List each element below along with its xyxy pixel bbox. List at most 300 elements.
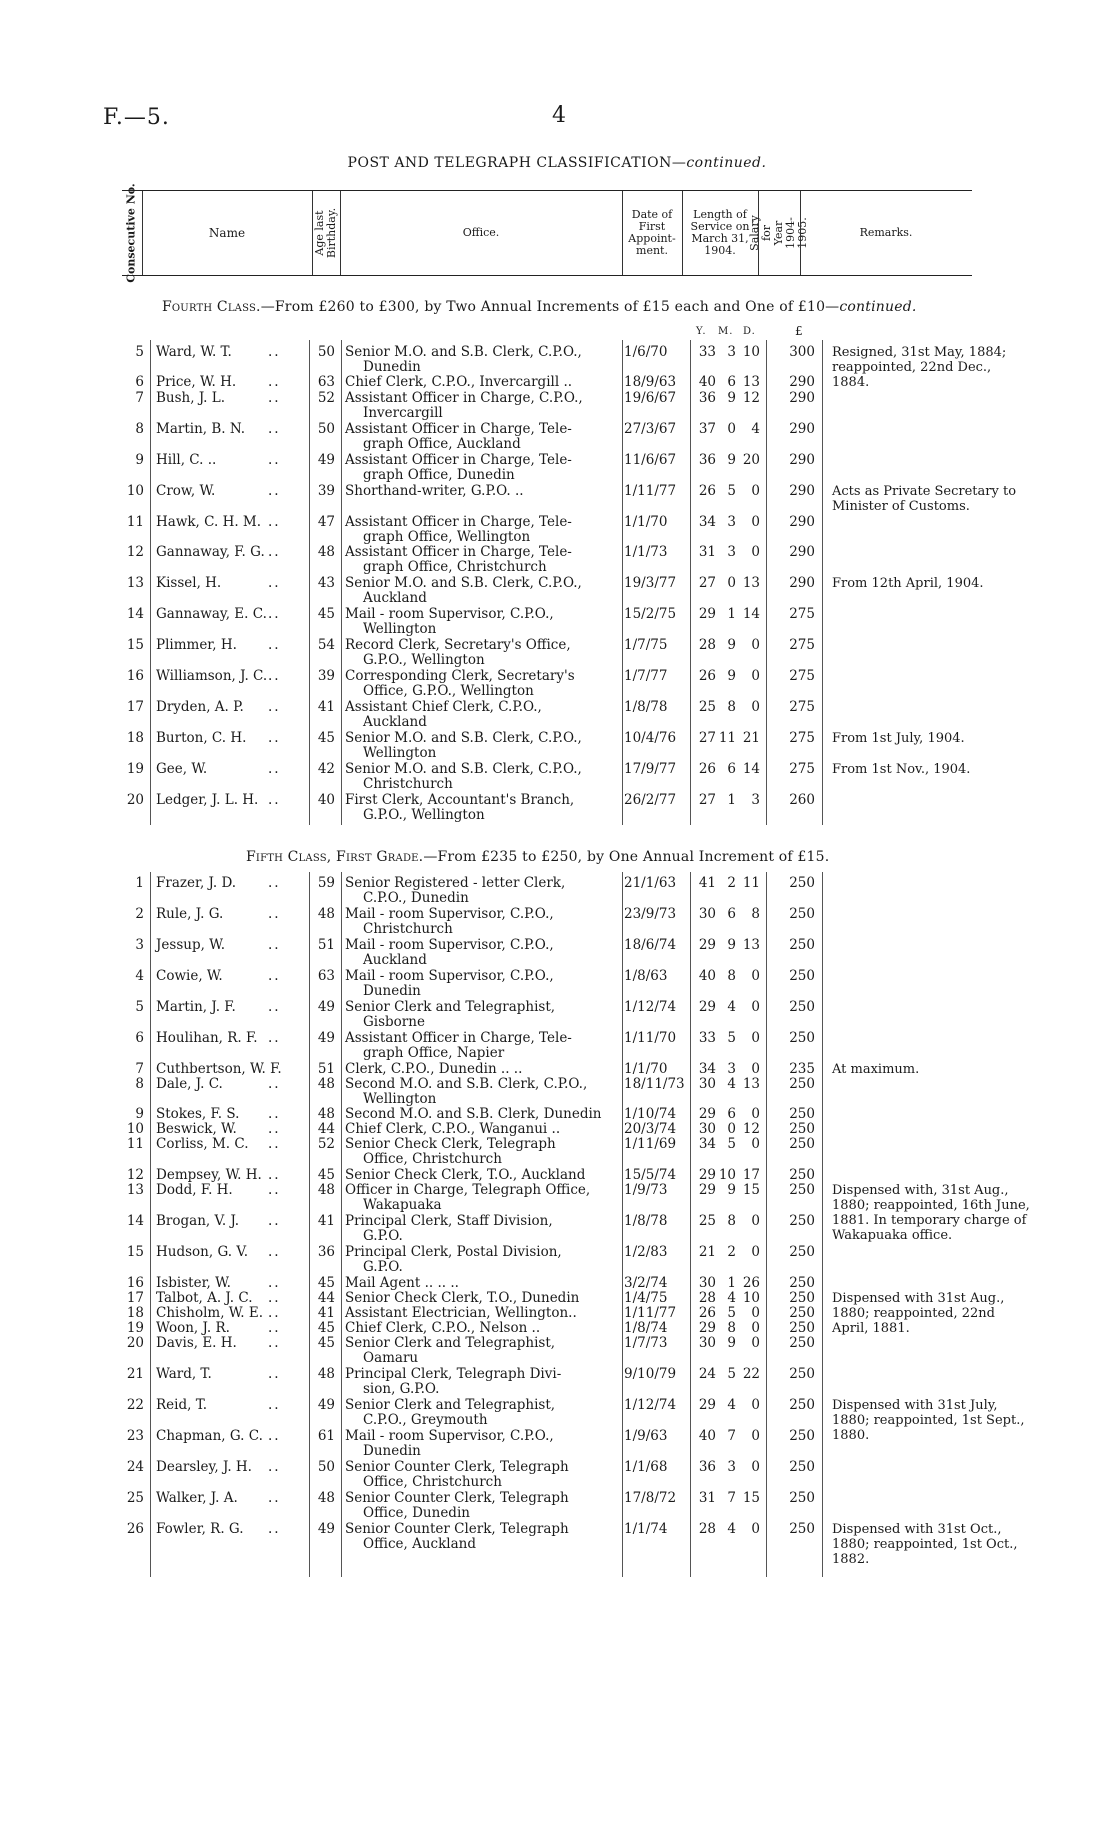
row-date: 1/10/74 <box>624 1106 677 1122</box>
row-years: 36 <box>698 452 716 468</box>
row-days: 0 <box>751 1244 760 1260</box>
column-rule <box>622 872 623 1577</box>
row-name: Hawk, C. H. M. <box>156 514 262 530</box>
row-salary: 290 <box>789 452 815 468</box>
row-age: 48 <box>317 1366 335 1382</box>
row-years: 25 <box>698 1213 716 1229</box>
row-name: Cuthbertson, W. F. <box>156 1061 282 1077</box>
row-salary: 250 <box>789 1182 815 1198</box>
row-number: 15 <box>126 1244 144 1260</box>
row-office-line1: Senior M.O. and S.B. Clerk, C.P.O., <box>345 730 582 746</box>
row-name: Rule, J. G. <box>156 906 224 922</box>
row-office <box>345 1460 621 1490</box>
row-name: Chapman, G. C. <box>156 1428 263 1444</box>
row-leader-dots: .. <box>268 1521 281 1537</box>
row-leader-dots: .. <box>268 1428 281 1444</box>
row-office-line1: Senior Check Clerk, Telegraph <box>345 1136 556 1152</box>
row-number: 17 <box>126 699 144 715</box>
row-number: 19 <box>126 1320 144 1336</box>
row-age: 44 <box>317 1121 335 1137</box>
header-service: Length of Service on March 31, 1904. <box>690 208 750 257</box>
row-office-line2: Office, G.P.O., Wellington <box>363 683 534 699</box>
row-office-line2: Wellington <box>363 621 437 637</box>
row-office <box>345 1107 621 1122</box>
row-office-line1: Assistant Electrician, Wellington.. <box>345 1305 577 1321</box>
row-name: Dodd, F. H. <box>156 1182 233 1198</box>
row-number: 20 <box>126 1335 144 1351</box>
row-leader-dots: .. <box>268 1397 281 1413</box>
row-salary: 290 <box>789 421 815 437</box>
row-salary: 250 <box>789 1459 815 1475</box>
row-name: Stokes, F. S. <box>156 1106 240 1122</box>
row-days: 0 <box>751 544 760 560</box>
row-number: 22 <box>126 1397 144 1413</box>
row-number: 9 <box>135 1106 144 1122</box>
row-age: 52 <box>317 390 335 406</box>
row-number: 14 <box>126 606 144 622</box>
row-salary: 250 <box>789 906 815 922</box>
row-age: 36 <box>317 1244 335 1260</box>
row-age: 47 <box>317 514 335 530</box>
row-age: 54 <box>317 637 335 653</box>
row-salary: 275 <box>789 730 815 746</box>
row-office-line2: graph Office, Christchurch <box>363 559 547 575</box>
row-days: 0 <box>751 999 760 1015</box>
row-number: 18 <box>126 1305 144 1321</box>
row-salary: 260 <box>789 792 815 808</box>
row-office-line2: Office, Auckland <box>363 1536 476 1552</box>
row-salary: 250 <box>789 1397 815 1413</box>
row-months: 5 <box>727 1366 736 1382</box>
row-salary: 300 <box>789 344 815 360</box>
row-office <box>345 969 621 999</box>
row-leader-dots: .. <box>268 544 281 560</box>
row-number: 3 <box>135 937 144 953</box>
row-office <box>345 1321 621 1336</box>
row-days: 0 <box>751 1397 760 1413</box>
row-name: Ward, T. <box>156 1366 212 1382</box>
row-office <box>345 375 621 390</box>
row-office <box>345 1214 621 1244</box>
row-years: 21 <box>698 1244 716 1260</box>
row-name: Crow, W. <box>156 483 216 499</box>
row-years: 30 <box>698 1275 716 1291</box>
row-salary: 250 <box>789 1335 815 1351</box>
row-days: 12 <box>742 1121 760 1137</box>
row-office <box>345 1077 621 1107</box>
row-office <box>345 762 621 792</box>
row-salary: 250 <box>789 1106 815 1122</box>
row-date: 1/4/75 <box>624 1290 668 1306</box>
row-salary: 250 <box>789 1490 815 1506</box>
row-office-line2: Dunedin <box>363 1443 421 1459</box>
row-years: 33 <box>698 344 716 360</box>
column-rule <box>690 340 691 825</box>
row-days: 0 <box>751 1459 760 1475</box>
row-date: 15/2/75 <box>624 606 677 622</box>
row-office-line2: G.P.O., Wellington <box>363 652 485 668</box>
row-salary: 250 <box>789 1213 815 1229</box>
row-leader-dots: .. <box>268 937 281 953</box>
row-date: 1/11/70 <box>624 1030 677 1046</box>
row-days: 26 <box>742 1275 760 1291</box>
row-months: 9 <box>727 937 736 953</box>
page-number: 4 <box>552 103 566 128</box>
row-years: 26 <box>698 761 716 777</box>
row-leader-dots: .. <box>268 1490 281 1506</box>
row-number: 11 <box>126 1136 144 1152</box>
row-number: 19 <box>126 761 144 777</box>
row-name: Woon, J. R. <box>156 1320 230 1336</box>
row-age: 49 <box>317 452 335 468</box>
row-name: Talbot, A. J. C. <box>156 1290 253 1306</box>
row-date: 1/11/77 <box>624 483 677 499</box>
row-remarks: From 1st July, 1904. <box>832 731 965 746</box>
row-days: 0 <box>751 968 760 984</box>
row-office <box>345 1245 621 1275</box>
row-leader-dots: .. <box>268 1182 281 1198</box>
row-date: 1/8/78 <box>624 699 668 715</box>
row-salary: 290 <box>789 575 815 591</box>
row-date: 15/5/74 <box>624 1167 677 1183</box>
row-months: 1 <box>727 792 736 808</box>
row-years: 41 <box>698 875 716 891</box>
row-office-line1: Chief Clerk, C.P.O., Nelson .. <box>345 1320 541 1336</box>
row-remarks: Dispensed with 31st Aug., 1880; reappointed, 22nd April, 1881. <box>832 1291 1005 1336</box>
row-date: 3/2/74 <box>624 1275 668 1291</box>
row-age: 61 <box>317 1428 335 1444</box>
row-office-line1: Mail - room Supervisor, C.P.O., <box>345 937 554 953</box>
row-date: 18/9/63 <box>624 374 677 390</box>
row-office-line1: Mail - room Supervisor, C.P.O., <box>345 1428 554 1444</box>
row-years: 29 <box>698 1320 716 1336</box>
row-leader-dots: .. <box>268 906 281 922</box>
row-date: 1/1/70 <box>624 514 668 530</box>
row-leader-dots: .. <box>268 1320 281 1336</box>
row-salary: 250 <box>789 1290 815 1306</box>
row-office <box>345 1367 621 1397</box>
row-months: 3 <box>727 344 736 360</box>
row-office <box>345 793 621 823</box>
row-remarks: Resigned, 31st May, 1884; reappointed, 22nd Dec., 1884. <box>832 345 1007 390</box>
row-salary: 290 <box>789 374 815 390</box>
row-date: 1/11/69 <box>624 1136 677 1152</box>
row-days: 10 <box>742 1290 760 1306</box>
row-office <box>345 1000 621 1030</box>
row-days: 13 <box>742 374 760 390</box>
row-years: 28 <box>698 1290 716 1306</box>
row-office-line2: Wakapuaka <box>363 1197 442 1213</box>
row-years: 29 <box>698 999 716 1015</box>
row-leader-dots: .. <box>268 637 281 653</box>
row-name: Burton, C. H. <box>156 730 247 746</box>
row-name: Walker, J. A. <box>156 1490 238 1506</box>
row-office <box>345 484 621 499</box>
row-name: Davis, E. H. <box>156 1335 237 1351</box>
row-leader-dots: .. <box>268 792 281 808</box>
row-office <box>345 1306 621 1321</box>
row-date: 1/11/77 <box>624 1305 677 1321</box>
row-age: 45 <box>317 1275 335 1291</box>
page-title <box>0 155 1114 171</box>
row-years: 30 <box>698 906 716 922</box>
row-office-line1: Mail - room Supervisor, C.P.O., <box>345 968 554 984</box>
row-months: 5 <box>727 483 736 499</box>
row-age: 48 <box>317 1106 335 1122</box>
row-office <box>345 422 621 452</box>
row-days: 0 <box>751 1335 760 1351</box>
row-days: 13 <box>742 1076 760 1092</box>
row-years: 26 <box>698 483 716 499</box>
row-number: 17 <box>126 1290 144 1306</box>
row-date: 1/8/74 <box>624 1320 668 1336</box>
row-years: 24 <box>698 1366 716 1382</box>
row-number: 26 <box>126 1521 144 1537</box>
row-office-line2: G.P.O. <box>363 1228 403 1244</box>
row-office-line1: Mail - room Supervisor, C.P.O., <box>345 606 554 622</box>
row-leader-dots: .. <box>268 390 281 406</box>
row-date: 17/8/72 <box>624 1490 677 1506</box>
row-date: 18/6/74 <box>624 937 677 953</box>
row-office-line1: Senior M.O. and S.B. Clerk, C.P.O., <box>345 575 582 591</box>
row-office-line2: Invercargill <box>363 405 443 421</box>
title-continued: continued. <box>686 155 767 171</box>
row-name: Bush, J. L. <box>156 390 226 406</box>
row-number: 4 <box>135 968 144 984</box>
row-months: 6 <box>727 761 736 777</box>
row-leader-dots: .. <box>268 761 281 777</box>
row-months: 3 <box>727 514 736 530</box>
row-days: 14 <box>742 606 760 622</box>
row-days: 0 <box>751 1428 760 1444</box>
row-age: 48 <box>317 906 335 922</box>
row-days: 22 <box>742 1366 760 1382</box>
row-number: 6 <box>135 374 144 390</box>
row-name: Gannaway, E. C. <box>156 606 267 622</box>
row-days: 13 <box>742 937 760 953</box>
row-salary: 250 <box>789 1275 815 1291</box>
row-months: 4 <box>727 1076 736 1092</box>
row-months: 5 <box>727 1305 736 1321</box>
row-number: 13 <box>126 1182 144 1198</box>
row-days: 4 <box>751 421 760 437</box>
row-years: 27 <box>698 792 716 808</box>
row-leader-dots: .. <box>268 514 281 530</box>
row-office-line1: Second M.O. and S.B. Clerk, C.P.O., <box>345 1076 588 1092</box>
row-office-line1: Clerk, C.P.O., Dunedin .. .. <box>345 1061 523 1077</box>
row-months: 3 <box>727 1459 736 1475</box>
row-office-line2: Gisborne <box>363 1014 425 1030</box>
row-years: 34 <box>698 514 716 530</box>
row-days: 21 <box>742 730 760 746</box>
row-office-line1: Principal Clerk, Postal Division, <box>345 1244 562 1260</box>
row-name: Frazer, J. D. <box>156 875 237 891</box>
row-age: 39 <box>317 668 335 684</box>
row-name: Chisholm, W. E. <box>156 1305 264 1321</box>
row-salary: 275 <box>789 606 815 622</box>
row-office <box>345 1291 621 1306</box>
row-age: 50 <box>317 421 335 437</box>
row-months: 9 <box>727 1182 736 1198</box>
row-leader-dots: .. <box>268 1459 281 1475</box>
row-salary: 250 <box>789 1366 815 1382</box>
row-date: 19/6/67 <box>624 390 677 406</box>
row-name: Beswick, W. <box>156 1121 237 1137</box>
row-salary: 250 <box>789 1244 815 1260</box>
row-office-line2: Office, Christchurch <box>363 1474 502 1490</box>
row-months: 9 <box>727 390 736 406</box>
row-office-line1: Officer in Charge, Telegraph Office, <box>345 1182 591 1198</box>
header-age: Age last Birthday. <box>313 207 338 259</box>
row-age: 51 <box>317 1061 335 1077</box>
unit-months: M. <box>718 326 734 337</box>
row-leader-dots: .. <box>268 968 281 984</box>
row-years: 34 <box>698 1136 716 1152</box>
row-age: 63 <box>317 374 335 390</box>
row-name: Reid, T. <box>156 1397 208 1413</box>
row-name: Ledger, J. L. H. <box>156 792 259 808</box>
section-fourth-class: Fourth Class.—From £260 to £300, by Two Annual Increments of £15 each and One of £10—continued. <box>162 299 917 315</box>
row-age: 42 <box>317 761 335 777</box>
row-age: 45 <box>317 730 335 746</box>
row-office-line1: Assistant Officer in Charge, Tele- <box>345 544 572 560</box>
row-leader-dots: .. <box>268 1305 281 1321</box>
row-name: Ward, W. T. <box>156 344 232 360</box>
row-age: 59 <box>317 875 335 891</box>
row-months: 0 <box>727 575 736 591</box>
row-age: 48 <box>317 1490 335 1506</box>
row-date: 26/2/77 <box>624 792 677 808</box>
row-name: Hill, C. .. <box>156 452 217 468</box>
row-date: 1/8/78 <box>624 1213 668 1229</box>
row-salary: 250 <box>789 1076 815 1092</box>
row-name: Plimmer, H. <box>156 637 237 653</box>
row-leader-dots: .. <box>268 452 281 468</box>
row-leader-dots: .. <box>268 875 281 891</box>
row-number: 14 <box>126 1213 144 1229</box>
row-number: 2 <box>135 906 144 922</box>
row-months: 10 <box>718 1167 736 1183</box>
row-months: 4 <box>727 1290 736 1306</box>
row-months: 1 <box>727 606 736 622</box>
row-age: 40 <box>317 792 335 808</box>
row-office-line1: Principal Clerk, Staff Division, <box>345 1213 553 1229</box>
row-office <box>345 1137 621 1167</box>
row-age: 43 <box>317 575 335 591</box>
row-days: 0 <box>751 1061 760 1077</box>
row-office-line2: Dunedin <box>363 359 421 375</box>
row-salary: 275 <box>789 637 815 653</box>
row-leader-dots: .. <box>268 1335 281 1351</box>
table-header <box>122 183 972 283</box>
row-years: 29 <box>698 1106 716 1122</box>
row-leader-dots: .. <box>268 1106 281 1122</box>
row-date: 1/1/68 <box>624 1459 668 1475</box>
row-leader-dots: .. <box>268 1244 281 1260</box>
row-leader-dots: .. <box>268 1366 281 1382</box>
row-salary: 250 <box>789 968 815 984</box>
title-main: POST AND TELEGRAPH CLASSIFICATION— <box>347 155 687 171</box>
row-office-line1: Senior M.O. and S.B. Clerk, C.P.O., <box>345 761 582 777</box>
row-age: 48 <box>317 544 335 560</box>
row-office-line1: Assistant Officer in Charge, C.P.O., <box>345 390 583 406</box>
row-leader-dots: .. <box>268 999 281 1015</box>
row-years: 40 <box>698 1428 716 1444</box>
header-office: Office. <box>462 226 500 239</box>
row-name: Gee, W. <box>156 761 208 777</box>
row-office-line1: Assistant Officer in Charge, Tele- <box>345 514 572 530</box>
row-office-line2: C.P.O., Dunedin <box>363 890 469 906</box>
row-leader-dots: .. <box>268 699 281 715</box>
row-name: Dempsey, W. H. <box>156 1167 262 1183</box>
column-rule <box>309 872 310 1577</box>
row-date: 1/6/70 <box>624 344 668 360</box>
row-years: 29 <box>698 937 716 953</box>
row-salary: 250 <box>789 1320 815 1336</box>
row-name: Martin, J. F. <box>156 999 236 1015</box>
row-leader-dots: .. <box>268 421 281 437</box>
row-years: 29 <box>698 1182 716 1198</box>
row-number: 24 <box>126 1459 144 1475</box>
header-date: Date of First Appoint-ment. <box>628 208 676 257</box>
row-months: 8 <box>727 1213 736 1229</box>
row-date: 21/1/63 <box>624 875 677 891</box>
row-salary: 250 <box>789 1030 815 1046</box>
unit-years: Y. <box>696 326 707 337</box>
row-days: 0 <box>751 1305 760 1321</box>
row-days: 0 <box>751 1106 760 1122</box>
row-name: Dryden, A. P. <box>156 699 244 715</box>
row-days: 13 <box>742 575 760 591</box>
row-office <box>345 1183 621 1213</box>
row-age: 45 <box>317 1320 335 1336</box>
column-rule <box>622 340 623 825</box>
row-salary: 250 <box>789 875 815 891</box>
row-days: 0 <box>751 1213 760 1229</box>
row-age: 50 <box>317 344 335 360</box>
row-months: 9 <box>727 1335 736 1351</box>
row-days: 10 <box>742 344 760 360</box>
row-days: 0 <box>751 483 760 499</box>
row-number: 18 <box>126 730 144 746</box>
row-months: 4 <box>727 1521 736 1537</box>
row-remarks: Dispensed with 31st Oct., 1880; reappointed, 1st Oct., 1882. <box>832 1522 1018 1567</box>
column-rule <box>341 340 342 825</box>
row-date: 1/1/70 <box>624 1061 668 1077</box>
row-office-line2: Wellington <box>363 745 437 761</box>
row-name: Isbister, W. <box>156 1275 231 1291</box>
row-number: 8 <box>135 421 144 437</box>
row-date: 9/10/79 <box>624 1366 677 1382</box>
row-salary: 250 <box>789 1121 815 1137</box>
row-office-line2: Dunedin <box>363 983 421 999</box>
row-years: 33 <box>698 1030 716 1046</box>
row-years: 30 <box>698 1335 716 1351</box>
row-office-line2: graph Office, Auckland <box>363 436 521 452</box>
row-date: 19/3/77 <box>624 575 677 591</box>
row-number: 6 <box>135 1030 144 1046</box>
header-name: Name <box>208 226 246 240</box>
row-date: 1/7/75 <box>624 637 668 653</box>
row-age: 49 <box>317 1030 335 1046</box>
row-years: 27 <box>698 575 716 591</box>
row-office-line2: graph Office, Dunedin <box>363 467 515 483</box>
row-office <box>345 545 621 575</box>
row-months: 3 <box>727 544 736 560</box>
row-office-line1: Senior Check Clerk, T.O., Dunedin <box>345 1290 580 1306</box>
row-days: 17 <box>742 1167 760 1183</box>
row-office-line1: Assistant Officer in Charge, Tele- <box>345 452 572 468</box>
